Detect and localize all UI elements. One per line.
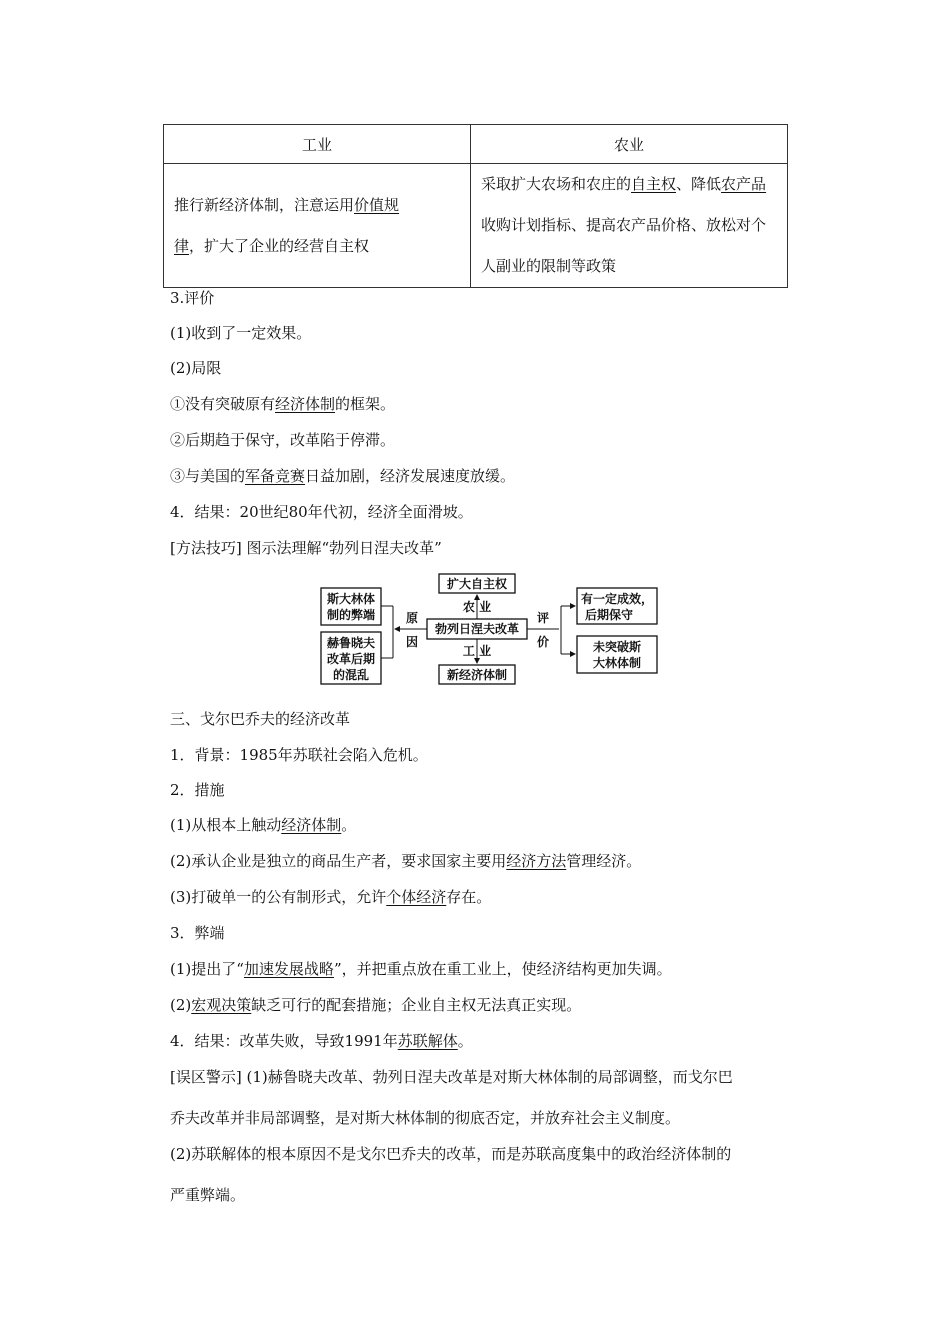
underlined-term: 加速发展战略 [243, 960, 334, 978]
underlined-term: 个体经济 [386, 888, 447, 906]
left-box-2-line: 赫鲁晓夫 [326, 636, 376, 650]
underlined-term: 自主权 [631, 175, 677, 193]
left-box-2-line: 的混乱 [332, 668, 370, 682]
section3-heading: 3.评价 [170, 289, 215, 307]
section-title: 三、戈尔巴乔夫的经济改革 [170, 710, 351, 728]
underlined-term: 经济体制 [275, 395, 336, 413]
evaluation-label: 评 [536, 611, 550, 625]
text: ③与美国的 [170, 467, 246, 485]
warning-line: 严重弊端。 [170, 1186, 246, 1204]
cause-label: 原 [405, 611, 419, 625]
bottom-label: 新经济体制 [446, 668, 508, 682]
underlined-term: 军备竞赛 [245, 467, 306, 485]
text: 采取扩大农场和农庄的 [481, 175, 632, 193]
cell-agriculture [471, 164, 788, 288]
cause-label: 因 [405, 635, 419, 649]
text: 缺乏可行的配套措施；企业自主权无法真正实现。 [251, 996, 582, 1014]
list-item [170, 851, 641, 871]
list-item [170, 959, 672, 979]
warning-line: 乔夫改革并非局部调整，是对斯大林体制的彻底否定，并放弃社会主义制度。 [170, 1109, 681, 1127]
list-item [170, 466, 515, 486]
reform-diagram [315, 570, 665, 688]
warning-line: [误区警示] (1)赫鲁晓夫改革、勃列日涅夫改革是对斯大林体制的局部调整，而戈尔巴 [170, 1068, 733, 1086]
underlined-term: 经济方法 [506, 852, 567, 870]
underlined-term: 农产品 [721, 175, 767, 193]
left-box-2-line: 改革后期 [326, 652, 376, 666]
right-box-1-line: 有一定成效， [580, 592, 654, 606]
table-header-row [164, 125, 788, 164]
paragraph: 3．弊端 [170, 924, 225, 942]
center-label: 勃列日涅夫改革 [434, 622, 520, 636]
right-box-2-line: 未突破斯 [592, 640, 642, 654]
paragraph: 2．措施 [170, 781, 225, 799]
table-row [164, 164, 788, 288]
text: 管理经济。 [566, 852, 642, 870]
underlined-term: 宏观决策 [191, 996, 252, 1014]
agriculture-label: 农 业 [462, 600, 492, 614]
paragraph: 1．背景：1985年苏联社会陷入危机。 [170, 746, 428, 764]
warning-line: (2)苏联解体的根本原因不是戈尔巴乔夫的改革，而是苏联高度集中的政治经济体制的 [170, 1145, 732, 1163]
text: 4．结果：改革失败，导致1991年 [170, 1032, 398, 1050]
right-box-2-line: 大林体制 [592, 656, 642, 670]
text: 。 [457, 1032, 473, 1050]
text: 日益加剧，经济发展速度放缓。 [305, 467, 516, 485]
method-tip: [方法技巧] 图示法理解“勃列日涅夫改革” [170, 539, 442, 557]
underlined-term: 经济体制 [281, 816, 342, 834]
underlined-term: 苏联解体 [397, 1032, 458, 1050]
text: 的框架。 [335, 395, 396, 413]
left-box-1-line: 斯大林体 [326, 592, 376, 606]
text: 推行新经济体制，注意运用 [174, 195, 355, 214]
text: 收购计划指标、提高农产品价格、放松对个人副业的限制等政策 [481, 216, 767, 275]
text: ”，并把重点放在重工业上，使经济结构更加失调。 [333, 960, 672, 978]
text: (3)打破单一的公有制形式，允许 [170, 888, 387, 906]
list-item: ②后期趋于保守，改革陷于停滞。 [170, 431, 396, 449]
top-label: 扩大自主权 [446, 577, 508, 591]
underlined-term: 律 [174, 236, 190, 255]
header-agriculture: 农业 [471, 125, 788, 164]
right-box-1-line: 后期保守 [584, 608, 634, 622]
comparison-table [163, 124, 788, 288]
text: 。 [341, 816, 357, 834]
underlined-term: 价值规 [354, 195, 400, 214]
list-item [170, 995, 581, 1015]
text: (2) [170, 996, 192, 1014]
text: (2)承认企业是独立的商品生产者，要求国家主要用 [170, 852, 507, 870]
list-item [170, 394, 395, 414]
text: 、降低 [676, 175, 722, 193]
text: (1)从根本上触动 [170, 816, 282, 834]
left-box-1-line: 制的弊端 [326, 608, 376, 622]
text: 存在。 [446, 888, 492, 906]
evaluation-label: 价 [536, 635, 550, 649]
paragraph [170, 1031, 473, 1051]
paragraph: (1)收到了一定效果。 [170, 324, 312, 342]
text: ①没有突破原有 [170, 395, 276, 413]
list-item [170, 815, 356, 835]
text: (1)提出了“ [170, 960, 244, 978]
industry-label: 工 业 [462, 644, 492, 658]
text: ，扩大了企业的经营自主权 [189, 236, 370, 255]
paragraph: (2)局限 [170, 359, 222, 377]
list-item [170, 887, 491, 907]
header-industry: 工业 [164, 125, 471, 164]
paragraph: 4．结果：20世纪80年代初，经济全面滑坡。 [170, 503, 473, 521]
cell-industry [164, 164, 471, 288]
